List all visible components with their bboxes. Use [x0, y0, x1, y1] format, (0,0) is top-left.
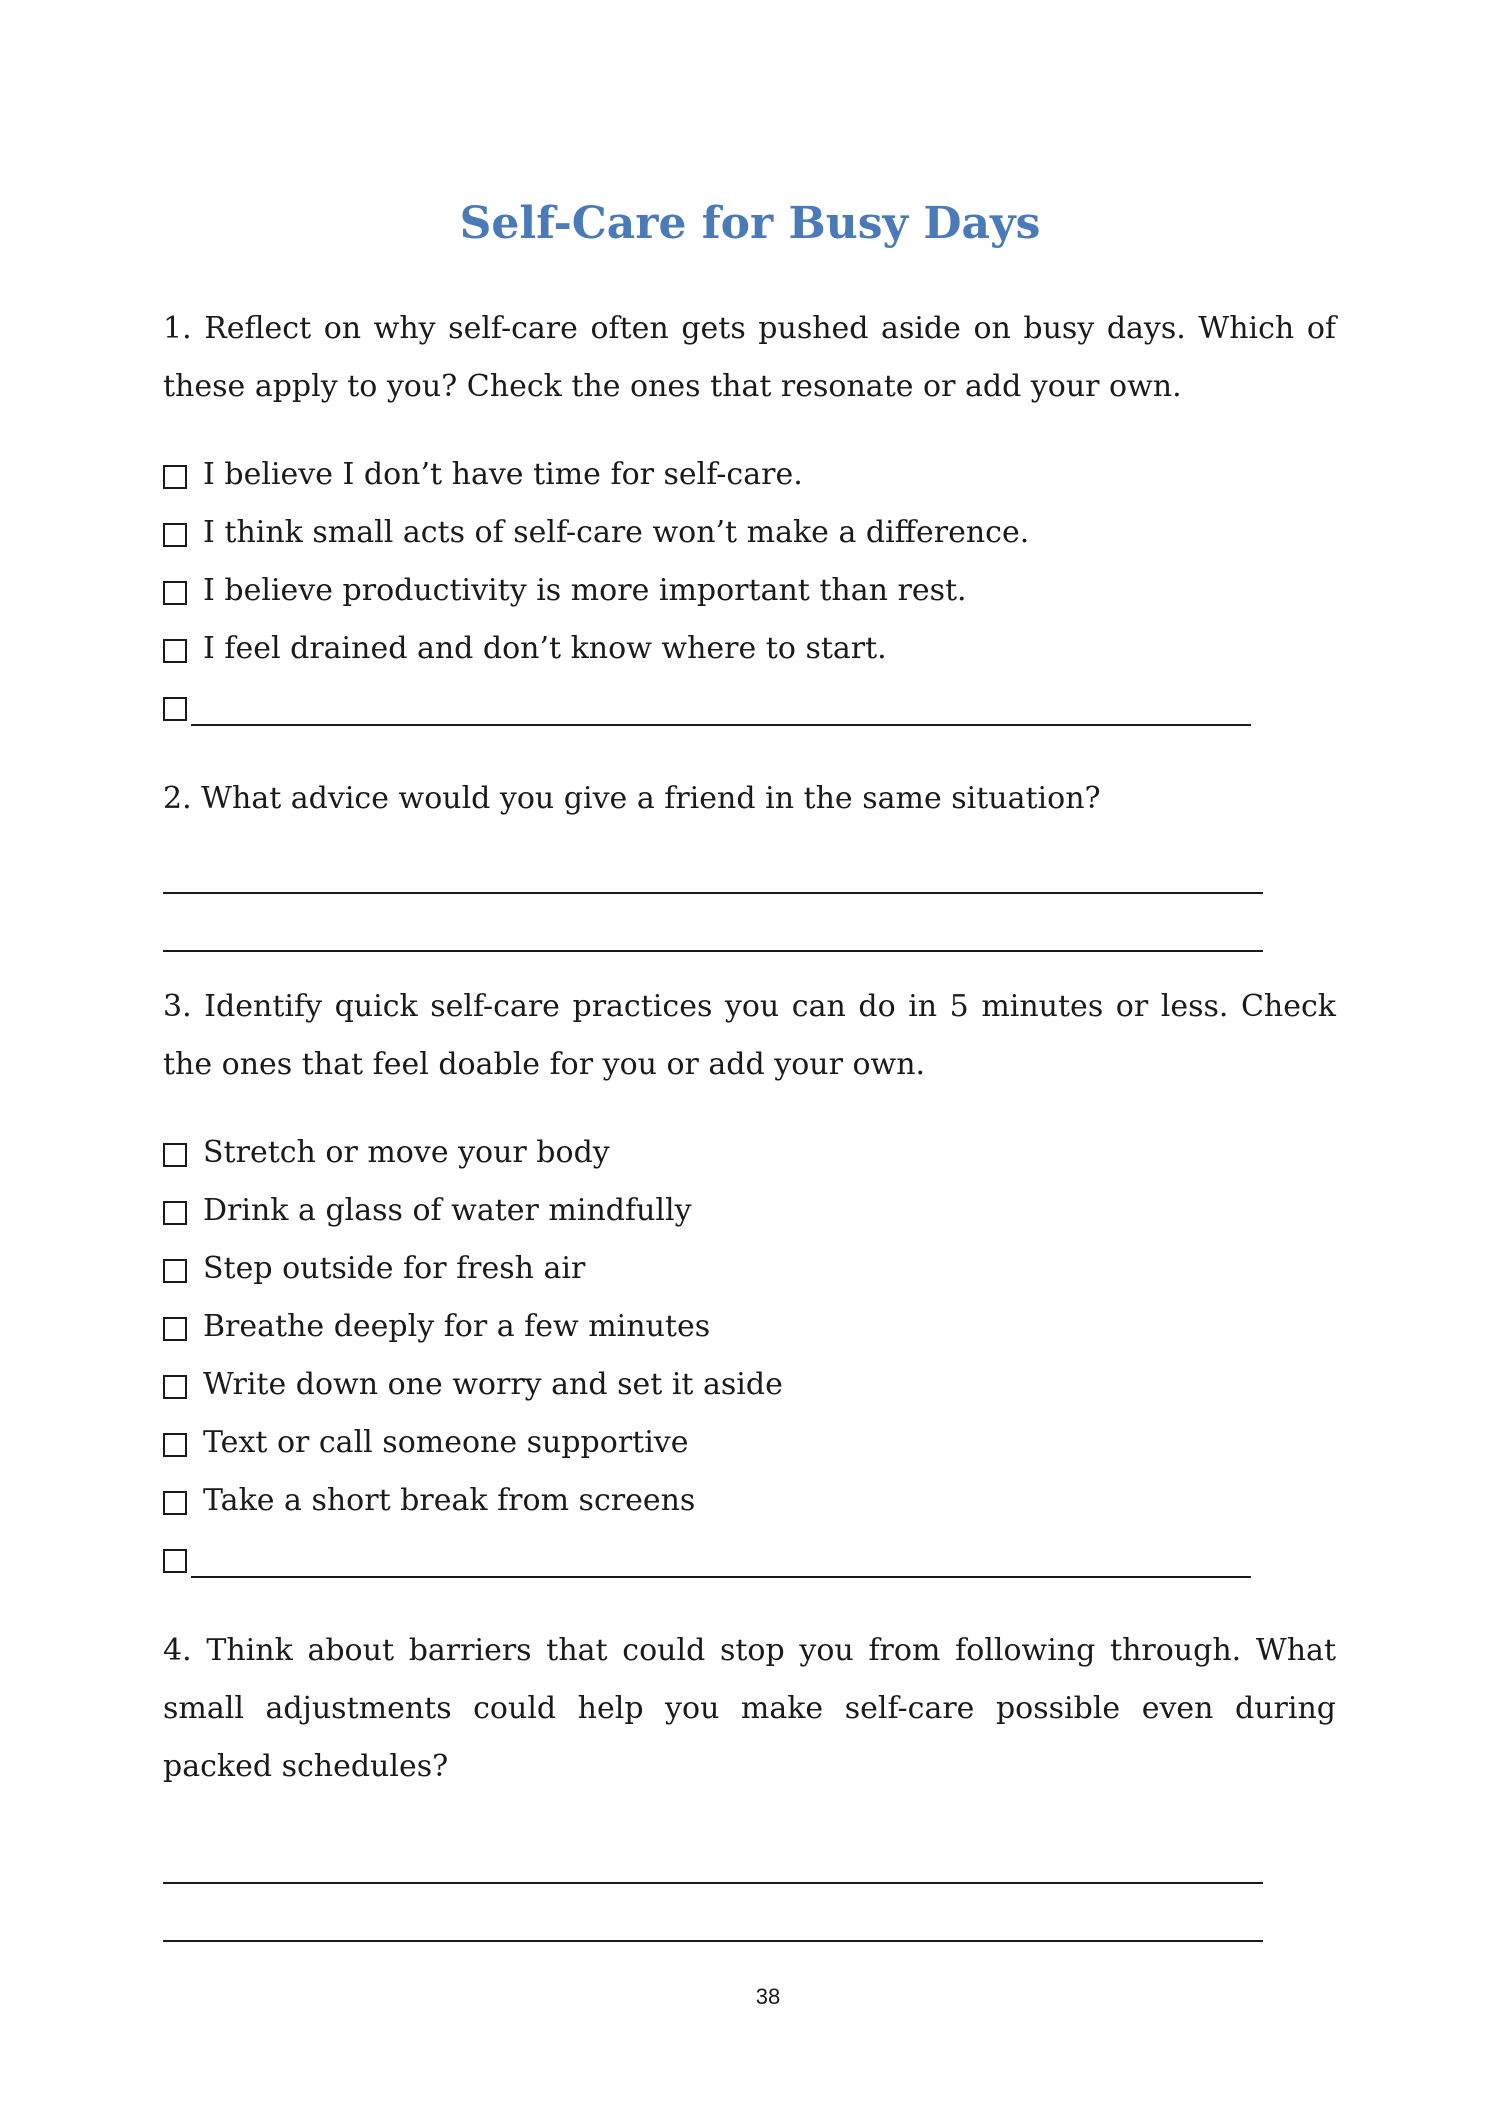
checklist-item-label: Breathe deeply for a few minutes	[203, 1309, 711, 1344]
checklist-item-label: I believe productivity is more important than rest.	[203, 573, 967, 608]
checklist-item[interactable]	[163, 446, 1336, 504]
write-in-line[interactable]	[191, 1540, 1251, 1578]
checklist-item[interactable]	[163, 1182, 1336, 1240]
checklist-item[interactable]	[163, 1356, 1336, 1414]
checkbox[interactable]	[163, 581, 187, 605]
answer-line[interactable]	[163, 1884, 1263, 1942]
checklist-item-label: Drink a glass of water mindfully	[203, 1193, 692, 1228]
page-number: 38	[755, 1984, 781, 2009]
checklist-item[interactable]	[163, 1472, 1336, 1530]
worksheet-content	[163, 300, 1336, 1942]
question-3: 3. Identify quick self-care practices you can do in 5 minutes or less. Check the ones that feel doable for you or add your own.	[163, 989, 1336, 1082]
checklist-item-label: Write down one worry and set it aside	[203, 1367, 783, 1402]
page-title: Self-Care for Busy Days	[459, 198, 1041, 249]
answer-line[interactable]	[163, 1826, 1263, 1884]
checklist-item-label: Take a short break from screens	[203, 1483, 696, 1518]
checkbox[interactable]	[163, 465, 187, 489]
checkbox[interactable]	[163, 1491, 187, 1515]
checklist-item[interactable]	[163, 620, 1336, 678]
checklist-item-label: I believe I don’t have time for self-care.	[203, 457, 803, 492]
checklist-item-custom[interactable]	[163, 678, 1336, 736]
question-3-options	[163, 1124, 1336, 1588]
checklist-item-label: Stretch or move your body	[203, 1135, 610, 1170]
question-1-options	[163, 446, 1336, 736]
checklist-item[interactable]	[163, 562, 1336, 620]
write-in-line[interactable]	[191, 688, 1251, 726]
checklist-item-label: I think small acts of self-care won’t make a difference.	[203, 515, 1030, 550]
answer-line[interactable]	[163, 836, 1263, 894]
checkbox[interactable]	[163, 1549, 187, 1573]
checklist-item-custom[interactable]	[163, 1530, 1336, 1588]
checklist-item[interactable]	[163, 1298, 1336, 1356]
checklist-item-label: I feel drained and don’t know where to start.	[203, 631, 887, 666]
question-2: 2. What advice would you give a friend in the same situation?	[163, 781, 1101, 816]
checkbox[interactable]	[163, 1433, 187, 1457]
checkbox[interactable]	[163, 1259, 187, 1283]
checklist-item[interactable]	[163, 1240, 1336, 1298]
checklist-item-label: Step outside for fresh air	[203, 1251, 586, 1286]
checklist-item[interactable]	[163, 504, 1336, 562]
checkbox[interactable]	[163, 523, 187, 547]
checkbox[interactable]	[163, 1317, 187, 1341]
checkbox[interactable]	[163, 1143, 187, 1167]
checkbox[interactable]	[163, 1375, 187, 1399]
checklist-item[interactable]	[163, 1124, 1336, 1182]
checkbox[interactable]	[163, 1201, 187, 1225]
checkbox[interactable]	[163, 639, 187, 663]
checkbox[interactable]	[163, 697, 187, 721]
question-4: 4. Think about barriers that could stop you from following through. What small adjustments could help you make self-care possible even during packed schedules?	[163, 1633, 1336, 1784]
question-1: 1. Reflect on why self-care often gets pushed aside on busy days. Which of these apply to you? Check the ones that resonate or add your own.	[163, 311, 1336, 404]
checklist-item-label: Text or call someone supportive	[203, 1425, 689, 1460]
answer-line[interactable]	[163, 894, 1263, 952]
checklist-item[interactable]	[163, 1414, 1336, 1472]
